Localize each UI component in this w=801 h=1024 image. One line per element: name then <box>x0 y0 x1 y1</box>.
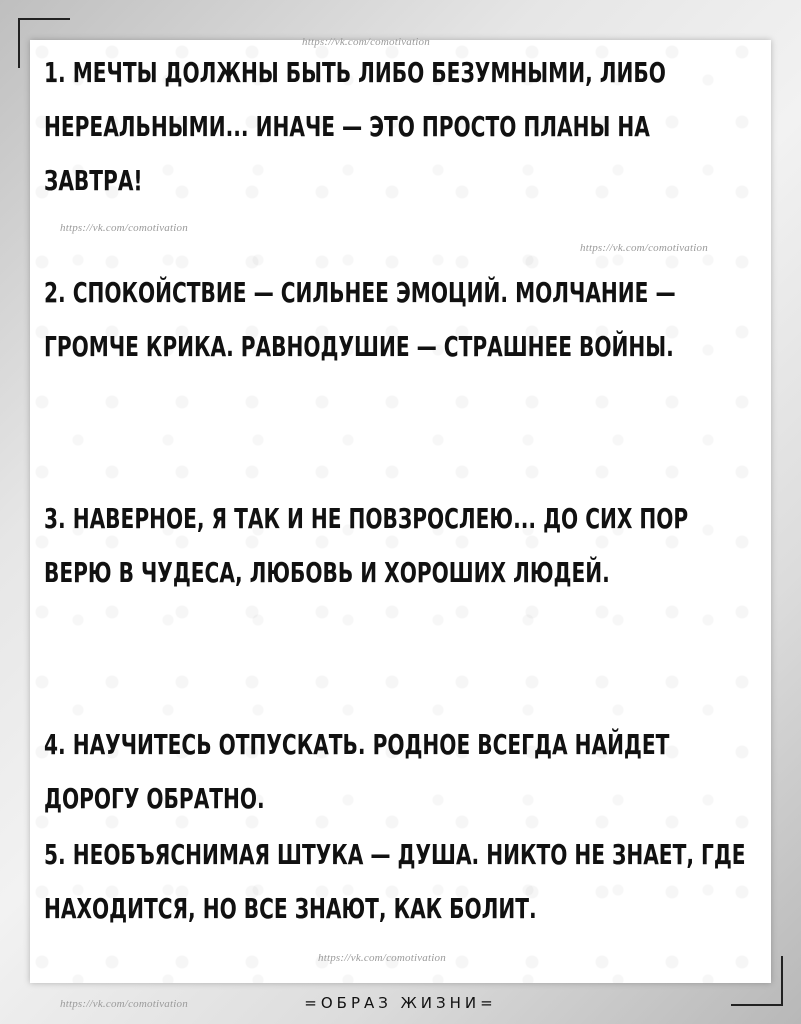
quote-item-3: 3. НАВЕРНОЕ, Я ТАК И НЕ ПОВЗРОСЛЕЮ... ДО СИХ ПОР ВЕРЮ В ЧУДЕСА, ЛЮБОВЬ И ХОРОШИХ ЛЮДЕЙ. <box>44 502 689 589</box>
watermark-link: https://vk.com/comotivation <box>60 998 188 1010</box>
watermark-link: https://vk.com/comotivation <box>60 222 188 234</box>
watermark-link: https://vk.com/comotivation <box>580 242 708 254</box>
watermark-link: https://vk.com/comotivation <box>302 36 430 48</box>
quote-item-1: 1. МЕЧТЫ ДОЛЖНЫ БЫТЬ ЛИБО БЕЗУМНЫМИ, ЛИБО НЕРЕАЛЬНЫМИ... ИНАЧЕ — ЭТО ПРОСТО ПЛАНЫ НА ЗАВТРА! <box>44 56 666 197</box>
watermark-link: https://vk.com/comotivation <box>318 952 446 964</box>
quote-item-5: 5. НЕОБЪЯСНИМАЯ ШТУКА — ДУША. НИКТО НЕ ЗНАЕТ, ГДЕ НАХОДИТСЯ, НО ВСЕ ЗНАЮТ, КАК БОЛИТ. <box>44 838 746 925</box>
quote-item-4: 4. НАУЧИТЕСЬ ОТПУСКАТЬ. РОДНОЕ ВСЕГДА НАЙДЕТ ДОРОГУ ОБРАТНО. <box>44 728 670 815</box>
quote-item-2: 2. СПОКОЙСТВИЕ — СИЛЬНЕЕ ЭМОЦИЙ. МОЛЧАНИЕ — ГРОМЧЕ КРИКА. РАВНОДУШИЕ — СТРАШНЕЕ ВОЙНЫ. <box>44 276 676 363</box>
footer-brand: =ОБРАЗ ЖИЗНИ= <box>304 994 497 1012</box>
